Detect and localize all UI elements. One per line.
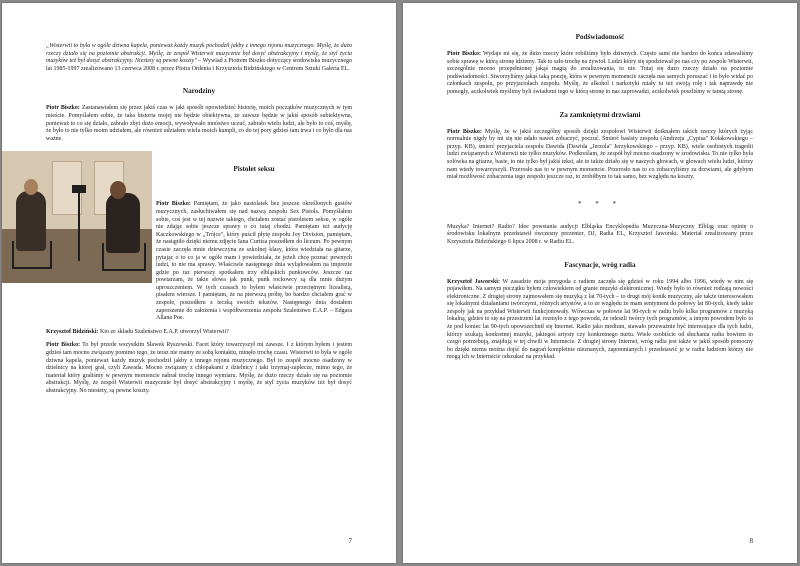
paragraph-podswiadomosc: Piotr Biszko: Wydaje mi się, że dużo rzeczy które robiliśmy było dziwnych. Często sami nie bardzo do końca zdawaliśmy sobie sprawę w którą stronę idziemy. Tak to szło trochę na żywioł. Ludzi który się spodziewał po nas czy po zespole Wisterwii, szczególnie mocno przepełnionej jakąś magią do zrealizowania, to nie. Tutaj się dużo rzeczy działo na poziomie podświadomości. Stworzyliśmy jakąś taką poezję, która w pewnym momencie zaczęła nas samych poruszać i to było widać po członkach zespołu, po przyjaciołach zespołu. Myślę, że alkohol i narkotyki miały tu też swoją rolę i tak naprawdę nie pomogły, aczkolwiek myślimy byli świadomi tego w którą stronę to nas zaprowadzi, aczkolwiek poszliśmy w tamtą stronę.	[447, 51, 753, 95]
page-left	[2, 3, 396, 563]
paragraph-za-zamknietymi-drzwiami: Piotr Biszko: Myślę, że w jakiś szczególny sposób dzięki zespołowi Wisterwii dotknąłem takich rzeczy których żyjąc normalnie nigdy by mi się nie udało nawet zobaczyć, poczuć. Śmierć basisty zespołu (Andrzeja „Cypisa" Kołakowskiego – przyp. KB), śmierć przyjaciela zespołu Dawida (Dawida „Jerzola" Jerzykowskiego – przyp. KB), wiele osobistych tragedii ludzi związanych z Wisterwii nie tylko muzyków. Podkreślam, że zespół był mocno osadzony w środowisku. To nie tylko była solówka na gitarze, basie, to nie tylko był jakiś tekst, ale to także działo się w naszych głowach, w głowach wielu ludzi, którzy nam wtedy towarzyszyli. Przerosło nas to w pewnym momencie. Przerosło nas to co zobaczyliśmy za drzwiami, ale gdybym miał możliwość zobaczenia tego zespołu jeszcze raz, to zrobiłbym to tak samo, bez względu na koszty.	[447, 128, 753, 181]
page-number: 8	[749, 537, 753, 545]
section-title-za-zamknietymi-drzwiami: Za zamkniętymi drzwiami	[559, 110, 641, 119]
section-title-narodziny: Narodziny	[182, 87, 216, 96]
question-paragraph: Krzysztof Bidziński: Kto ze składu Szaleństwo E.A.P. utworzył Wisterwii?	[46, 328, 229, 335]
page-right	[403, 3, 797, 563]
note-paragraph: Muzyka? Internet? Radio? Idee powstania audycji Elbląska Encyklopedia Muzyczna-Muzyczny Elbląg oraz opinię o środowisku lokalnym przedstawił ówczesny prezenter, DJ, Radia EL, Krzysztof Jaworski. Materiał zrealizowany przez Krzysztofa Bidzińskiego 6 lipca 2008 r. w Radiu EL.	[447, 223, 753, 245]
section-separator: * * *	[578, 199, 622, 208]
paragraph-pistolet-seksu: Piotr Biszko: Pamiętam, że jako nastolatek bez jeszcze określonych gustów muzycznych, zasłuchiwałem się nad nazwą zespołu Sex Pistols. Pomyślałem sobie, coś jest w tej nazwie takiego, chciałem zostać pistoletem seksu, w ogóle nie zdając sobie jeszcze sprawy o co tutaj chodzi. Pamiętam też audycję Kaczkowskiego w „Trójce", który puścił płytę zespołu Joy Division, pamiętam, że nastąpiło dzięki niemu zdjęcie Iana Curtisa poszedłem do liceum. Po pewnym czasie zaczęła mnie dziewczyna ze szkolnej klasy, która wiedziała na gitarze, pytając o to co ja w ogóle mam i powiedziała, że jeżeli chcę poznać pewnych ludzi, to nie ma sprawy. Właściwie następnego dnia wylądowałem na imprezie gdzie po raz pierwszy spotkałem trzy elbląskich punkowców. Jeszcze raz powtarzam, że takie słowa jak punk, punk rockowcy są dla mnie dużym uproszczeniem. W tych czasach to byłem właściwie przeciętnym licealistą, pisałem wiersze. I pamiętam, że na pierwszą próbę, bo bardzo chciałem grać w zespole, poszedłem z teczką swoich tekstów. Następnego dnia dostałem zaproszenie do założenia i współtworzenia zespołu Szaleństwo E.A.P. – Edgara Allana Poe.	[156, 201, 352, 322]
answer-paragraph: Piotr Biszko: To był przede wszystkim Sławek Ryszewski. Facet który towarzyszył mi zawsze. I z którym byłem i jestem gdzieś tam mocno związany pomimo tego, że teraz nie mamy ze sobą kontaktu, minęło trochę czasu. Wisterwii to była w ogóle dziwna kapela, ponieważ każdy muzyk pochodził jakby z innego rejonu muzycznego. Był to zespół mocno osadzony w dzielnicy na której grał, czyli Zawada. Mocno związany z chłopakami z dzielnicy i taki trzymaj-zaplecze, mimo tego, że materiał który graliśmy w pewnym momencie nabrał trochę innego wymiaru. Myślę, że dużo rzeczy działo się na poziomie abstrakcji. Myślę, że zespół Wisterwii muzycznie był dosyć abstrakcyjny i myślę, że styl życia muzyków też był dosyć abstrakcyjny. No niestety, są pewne koszty.	[46, 342, 352, 394]
paragraph-fascynacje: Krzysztof Jaworski: W zasadzie moja przygoda z radiem zaczęła się gdzieś w roku 1994 albo 1996, wtedy w nim się pojawiłem. Na samym początku byłem człowiekiem od granie muzyki elektronicznej. Wtedy było to również rodzają nowości elektroniczne. Z drugiej strony zajmowałem się muzyką z lat 70-tych – to drugi mój konik muzyczny, ale także interesowałem się lokalnymi działaniami twórczymi, różnych artystów, a to ze względu że mam sentyment do połowy lat 80-tych, kiedy takie zespoły jak na przykład Wisterwii funkcjonowały. Wówczas w połowie lat 90-tych w radiu było kilka programów z muzyką lokalną, gdzieś to się na przestrzeni lat rozmyło z tego powodu, że odeszli twórcy tych programów, a innym powodem było to że pod koniec lat 90-tych upowszechnił się Internet. Radio jako medium, stawało przeważnie być interesujące dla tych ludzi, którzy szukają konkretnej muzyki, jakiegoś artysty czy konkretnego nurtu. Wiele osobiście od słuchania radia bowiem to czego potrzebują, znajdują w tej chwili w Internecie. Z drugiej strony Internet, wróg radia jest także w jakiś sposób pomocny bo dzięki niemu można dojść do nagrań kompletnie nieznanych, zapomnianych i przedstawić je w radiu ludziom którzy nie mogą ich w Internecie odszukać na przykład.	[447, 278, 753, 361]
paragraph-narodziny: Piotr Biszko: Zastanawiałem się przez jakiś czas w jaki sposób opowiedzieć historię, moich początków muzycznych w tym mieście. Pomyślałem sobie, że taka historia mojej nie będzie obiektywna, że zawsze będzie w jakiś sposób subiektywna, ponieważ to co się działo, zabrało zbyt dużo emocji, wywoływało mnóstwo uczuć, zabrało wielu ludzi, ale było to coś, myślę, że było to nie tylko moim udziałem, ale również udziałem wielu moich kumpli, co do tej pory gdzieś tam trwa i co było dla nas ważne.	[46, 105, 352, 142]
intro-quote: „Wisterwii to była w ogóle dziwna kapela, ponieważ każdy muzyk pochodził jakby z innego rejonu muzycznego. Myślę, że dużo rzeczy działo się na poziomie abstrakcji. Myślę, że zespół Wisterwii muzycznie był dosyć abstrakcyjny i myślę, że styl życia muzyków też był dosyć abstrakcyjny. Niestety są pewne koszty" – Wywiad z Piotrem Biszko dotyczący środowiska muzycznego lat 1985-1997 zrealizowano 13 czerwca 2008 r. przez Piotra Ordenia i Krzysztofa Bidzińskiego w Centrum Sztuki Galeria EL.	[46, 43, 352, 72]
section-title-fascynacje: Fascynacje, wróg radia	[564, 260, 636, 269]
photo-section	[2, 151, 396, 283]
section-title-podswiadomosc: Podświadomość	[575, 33, 625, 41]
interview-photo-image	[2, 151, 152, 283]
section-title-pistolet-seksu: Pistolet seksu	[233, 165, 275, 174]
page-number: 7	[348, 537, 352, 545]
